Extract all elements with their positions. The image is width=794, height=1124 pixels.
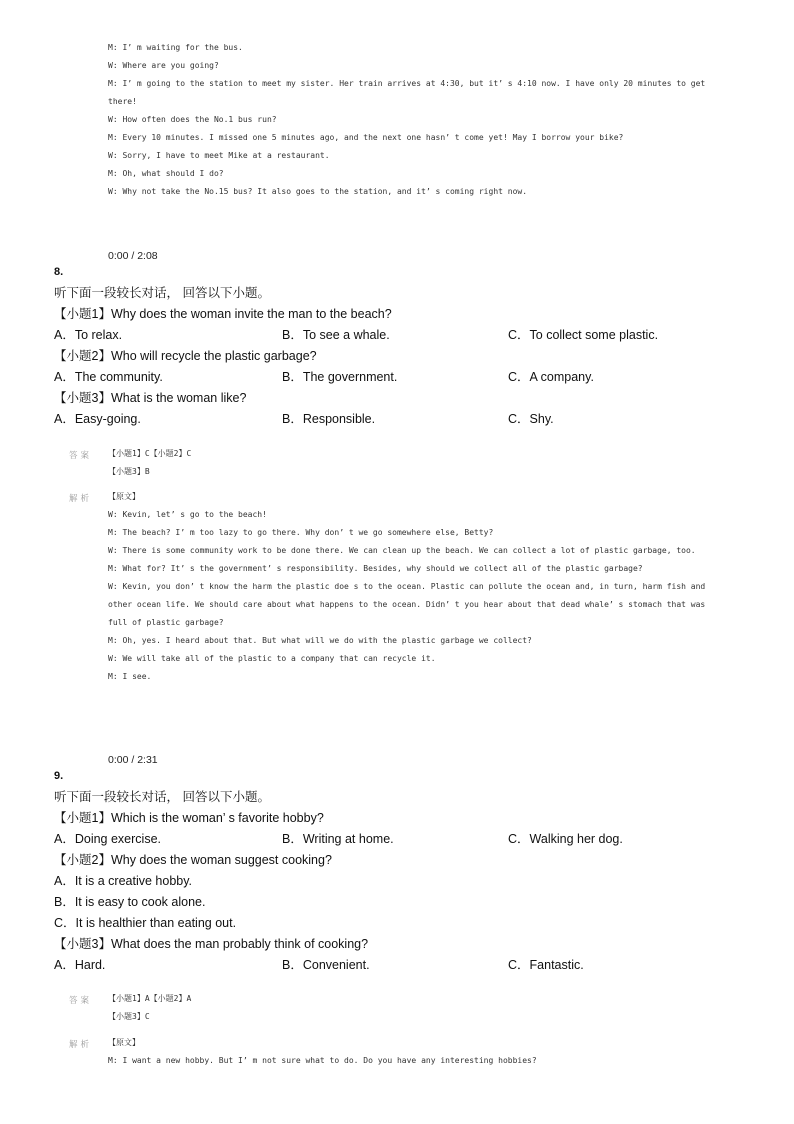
option-c: C．Fantastic. [508,958,584,972]
options-row [54,367,754,388]
option-b: B．Convenient. [282,958,370,972]
transcript-line: M: I want a new hobby. But I’ m not sure what to do. Do you have any interesting hobbies? [108,1056,537,1065]
sub-question-stem: 【小题2】Who will recycle the plastic garbage? [54,349,317,363]
instruction: 听下面一段较长对话， 回答以下小题。 [54,286,270,300]
options-row [54,409,754,430]
option-c: C．Walking her dog. [508,832,623,846]
option-c: C．A company. [508,370,594,384]
analysis-label: 解析 [69,494,93,504]
option-c: C．To collect some plastic. [508,328,659,342]
question-9 [54,787,754,976]
sub-question-stem: 【小题2】Why does the woman suggest cooking? [54,853,332,867]
option-a: A．The community. [54,370,163,384]
option-b: B．Writing at home. [282,832,394,846]
option-a: A．It is a creative hobby. [54,874,193,888]
sub-question-stem: 【小题3】What is the woman like? [54,391,247,405]
instruction: 听下面一段较长对话， 回答以下小题。 [54,790,270,804]
option-a: A．To relax. [54,328,123,342]
audio-time[interactable]: 0:00 / 2:31 [108,754,158,766]
sub-question-stem: 【小题1】Why does the woman invite the man to the beach? [54,307,392,321]
option-c: C．Shy. [508,412,554,426]
transcript-line: W: Kevin, you don’ t know the harm the plastic doe s to the ocean. Plastic can pollute the ocean and, in turn, harm fish and other ocean life. We should care about what happens to the ocean. Didn’ t you hear about that dead whale’ s stomach that was full of plastic garbage? [108,582,706,627]
transcript-line: W: Kevin, let’ s go to the beach! [108,510,267,519]
question-number: 9. [54,770,64,782]
answer-label: 答案 [69,451,93,461]
transcript-line: W: How often does the No.1 bus run? [108,115,277,124]
transcript-top [108,39,728,201]
answer-block [108,990,191,1026]
transcript-line: M: I’ m waiting for the bus. [108,43,243,52]
transcript-line: M: Oh, what should I do? [108,169,224,178]
transcript-line: M: Every 10 minutes. I missed one 5 minutes ago, and the next one hasn’ t come yet! May I borrow your bike? [108,133,624,142]
option-b: B．To see a whale. [282,328,390,342]
analysis-label: 解析 [69,1040,93,1050]
options-row [54,955,754,976]
option-a: A．Doing exercise. [54,832,161,846]
options-row [54,325,754,346]
transcript-line: M: Oh, yes. I heard about that. But what will we do with the plastic garbage we collect? [108,636,532,645]
sub-question-stem: 【小题3】What does the man probably think of cooking? [54,937,369,951]
transcript-line: M: I see. [108,672,152,681]
answer-line: 【小题3】B [108,467,150,476]
option-a: A．Easy-going. [54,412,141,426]
answer-block [108,445,191,481]
transcript-line: M: The beach? I’ m too lazy to go there. Why don’ t we go somewhere else, Betty? [108,528,494,537]
question-8 [54,283,754,430]
option-c: C．It is healthier than eating out. [54,916,237,930]
audio-time[interactable]: 0:00 / 2:08 [108,250,158,262]
answer-line: 【小题3】C [108,1012,150,1021]
transcript-line: M: What for? It’ s the government’ s responsibility. Besides, why should we collect all of the plastic garbage? [108,564,643,573]
option-b: B．The government. [282,370,398,384]
answer-line: 【小题1】A【小题2】A [108,994,192,1003]
answer-line: 【小题1】C【小题2】C [108,449,192,458]
option-b: B．Responsible. [282,412,376,426]
transcript-line: W: We will take all of the plastic to a company that can recycle it. [108,654,436,663]
option-a: A．Hard. [54,958,106,972]
transcript-line: W: There is some community work to be done there. We can clean up the beach. We can collect a lot of plastic garbage, too. [108,546,696,555]
transcript-line: 【原文】 [108,492,140,501]
question-number: 8. [54,266,64,278]
option-b: B．It is easy to cook alone. [54,895,206,909]
transcript-line: W: Why not take the No.15 bus? It also goes to the station, and it’ s coming right now. [108,187,528,196]
answer-label: 答案 [69,996,93,1006]
transcript-q8 [108,488,728,686]
transcript-q9 [108,1034,728,1070]
transcript-line: M: I’ m going to the station to meet my sister. Her train arrives at 4:30, but it’ s 4:10 now. I have only 20 minutes to get there! [108,79,706,106]
transcript-line: W: Where are you going? [108,61,219,70]
sub-question-stem: 【小题1】Which is the woman’ s favorite hobby? [54,811,324,825]
transcript-line: 【原文】 [108,1038,140,1047]
transcript-line: W: Sorry, I have to meet Mike at a restaurant. [108,151,330,160]
options-row [54,829,754,850]
